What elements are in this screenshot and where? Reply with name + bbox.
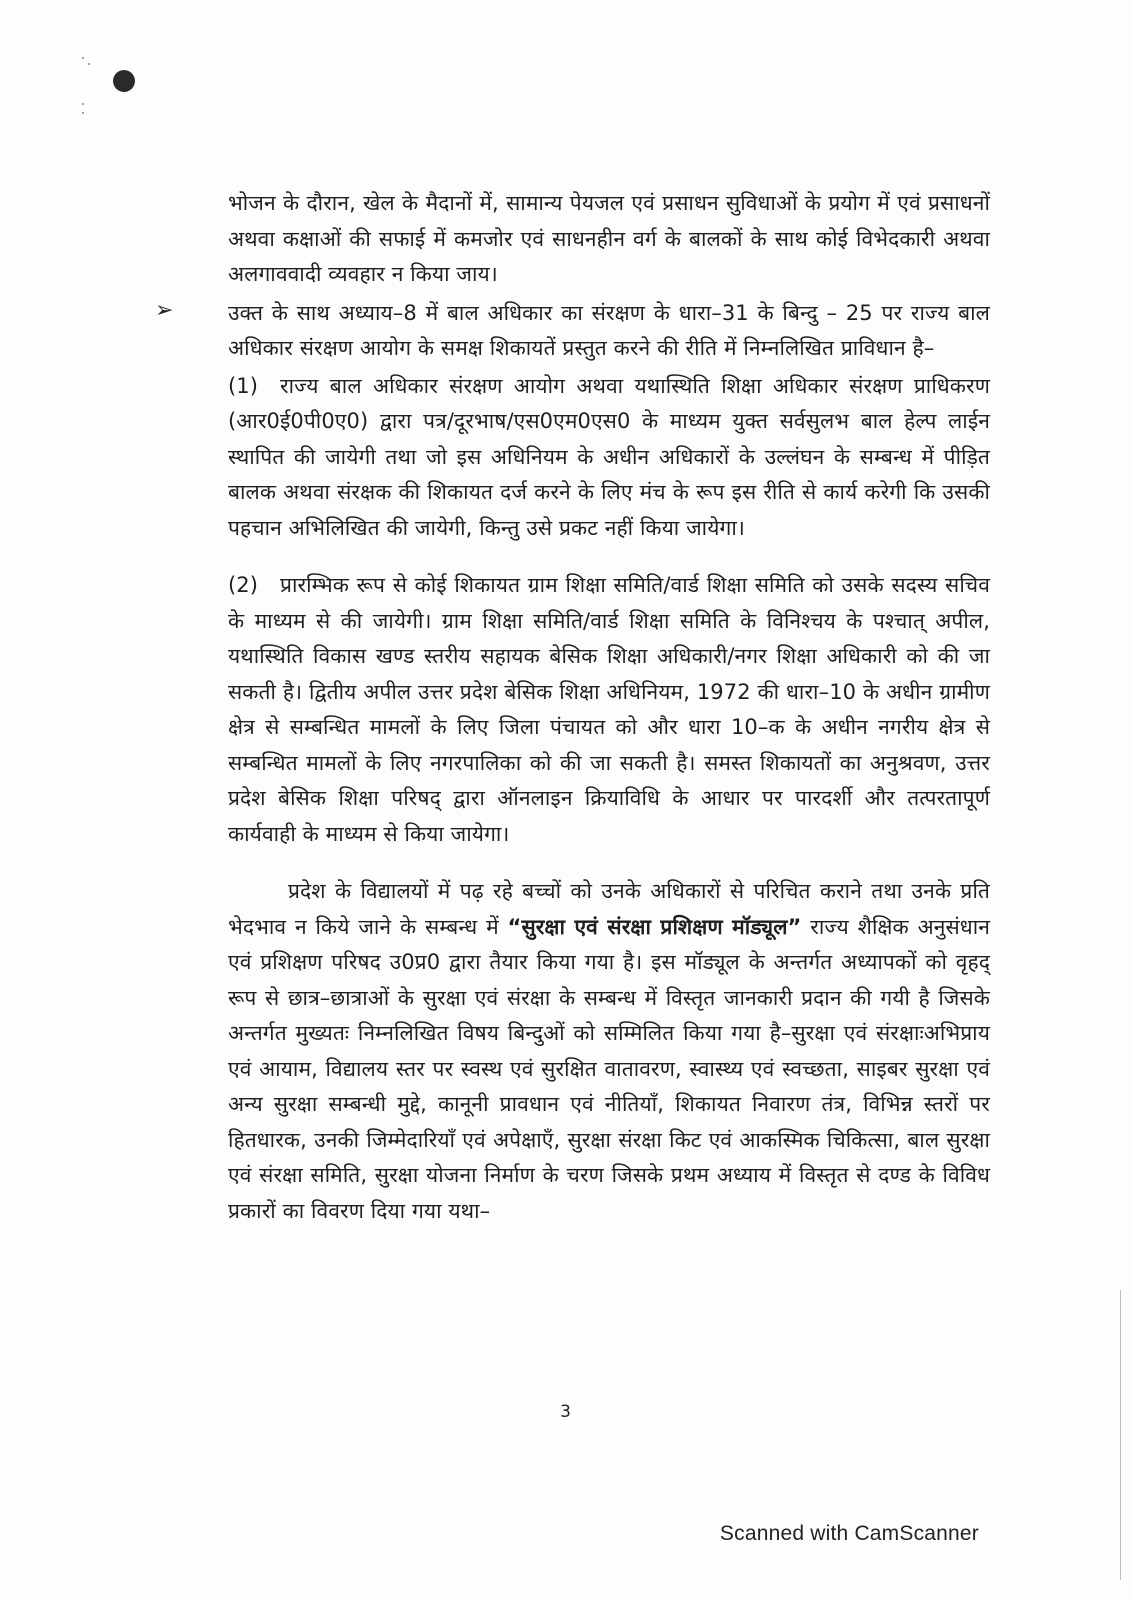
item-number: (1) (228, 373, 259, 398)
intro-paragraph: भोजन के दौरान, खेल के मैदानों में, सामान्य पेयजल एवं प्रसाधन सुविधाओं के प्रयोग में एवं प्रसाधनों अथवा कक्षाओं की सफाई में कमजोर एवं साधनहीन वर्ग के बालकों के साथ कोई विभेदकारी अथवा अलगाववादी व्यवहार न किया जाय। (228, 191, 990, 286)
bullet-paragraph: उक्त के साथ अध्याय–8 में बाल अधिकार का संरक्षण के धारा–31 के बिन्दु – 25 पर राज्य बाल अधिकार संरक्षण आयोग के समक्ष शिकायतें प्रस्तुत करने की रीति में निम्नलिखित प्राविधान है– (228, 300, 990, 360)
numbered-item-1 (228, 369, 990, 547)
item-text: प्रारम्भिक रूप से कोई शिकायत ग्राम शिक्षा समिति/वार्ड शिक्षा समिति को उसके सदस्य सचिव के माध्यम से की जायेगी। ग्राम शिक्षा समिति/वार्ड शिक्षा समिति के विनिश्चय के पश्चात् अपील, यथास्थिति विकास खण्ड स्तरीय सहायक बेसिक शिक्षा अधिकारी/नगर शिक्षा अधिकारी को की जा सकती है। द्वितीय अपील उत्तर प्रदेश बेसिक शिक्षा अधिनियम, 1972 की धारा–10 के अधीन ग्रामीण क्षेत्र से सम्बन्धित मामलों के लिए जिला पंचायत को और धारा 10–क के अधीन नगरीय क्षेत्र से सम्बन्धित मामलों के लिए नगरपालिका को की जा सकती है। समस्त शिकायतों का अनुश्रवण, उत्तर प्रदेश बेसिक शिक्षा परिषद् द्वारा ऑनलाइन क्रियाविधि के आधार पर पारदर्शी और तत्परतापूर्ण कार्यवाही के माध्यम से किया जायेगा। (228, 573, 990, 846)
scan-edge-line (1120, 1290, 1121, 1580)
scan-speck (82, 103, 84, 105)
scan-speck (82, 112, 84, 114)
scan-speck (82, 57, 84, 59)
module-title: “सुरक्षा एवं संरक्षा प्रशिक्षण मॉड्यूल” (507, 914, 802, 939)
final-paragraph-rest: राज्य शैक्षिक अनुसंधान एवं प्रशिक्षण परिषद उ0प्र0 द्वारा तैयार किया गया है। इस मॉड्यूल के अन्तर्गत अध्यापकों को वृहद् रूप से छात्र–छात्राओं के सुरक्षा एवं संरक्षा के सम्बन्ध में विस्तृत जानकारी प्रदान की गयी है जिसके अन्तर्गत मुख्यतः निम्नलिखित विषय बिन्दुओं को सम्मिलित किया गया है–सुरक्षा एवं संरक्षाःअभिप्राय एवं आयाम, विद्यालय स्तर पर स्वस्थ एवं सुरक्षित वातावरण, स्वास्थ्य एवं स्वच्छता, साइबर सुरक्षा एवं अन्य सुरक्षा सम्बन्धी मुद्दे, कानूनी प्रावधान एवं नीतियाँ, शिकायत निवारण तंत्र, विभिन्न स्तरों पर हितधारक, उनकी जिम्मेदारियाँ एवं अपेक्षाएँ, सुरक्षा संरक्षा किट एवं आकस्मिक चिकित्सा, बाल सुरक्षा एवं संरक्षा समिति, सुरक्षा योजना निर्माण के चरण जिसके प्रथम अध्याय में विस्तृत से दण्ड के विविध प्रकारों का विवरण दिया गया यथा– (228, 914, 990, 1223)
arrow-bullet-icon: ➢ (155, 298, 174, 323)
document-body (228, 186, 990, 1229)
final-paragraph-start: प्रदेश के विद्यालयों में पढ़ रहे बच्चों को उनके अधिकारों से परिचित कराने तथा उनके प्रति भेदभाव न किये जाने के सम्बन्ध में (228, 879, 990, 939)
numbered-item-2 (228, 568, 990, 852)
punch-hole-mark (113, 70, 135, 92)
camscanner-watermark: Scanned with CamScanner (719, 1522, 979, 1545)
item-number: (2) (228, 573, 259, 597)
final-paragraph (228, 874, 990, 1229)
scan-speck (88, 63, 90, 65)
page-number: 3 (560, 1402, 571, 1422)
item-text: राज्य बाल अधिकार संरक्षण आयोग अथवा यथास्थिति शिक्षा अधिकार संरक्षण प्राधिकरण (आर0ई0पी0ए0) द्वारा पत्र/दूरभाष/एस0एम0एस0 के माध्यम युक्त सर्वसुलभ बाल हेल्प लाईन स्थापित की जायेगी तथा जो इस अधिनियम के अधीन अधिकारों के उल्लंघन के सम्बन्ध में पीड़ित बालक अथवा संरक्षक की शिकायत दर्ज करने के लिए मंच के रूप इस रीति से कार्य करेगी कि उसकी पहचान अभिलिखित की जायेगी, किन्तु उसे प्रकट नहीं किया जायेगा। (228, 373, 990, 540)
